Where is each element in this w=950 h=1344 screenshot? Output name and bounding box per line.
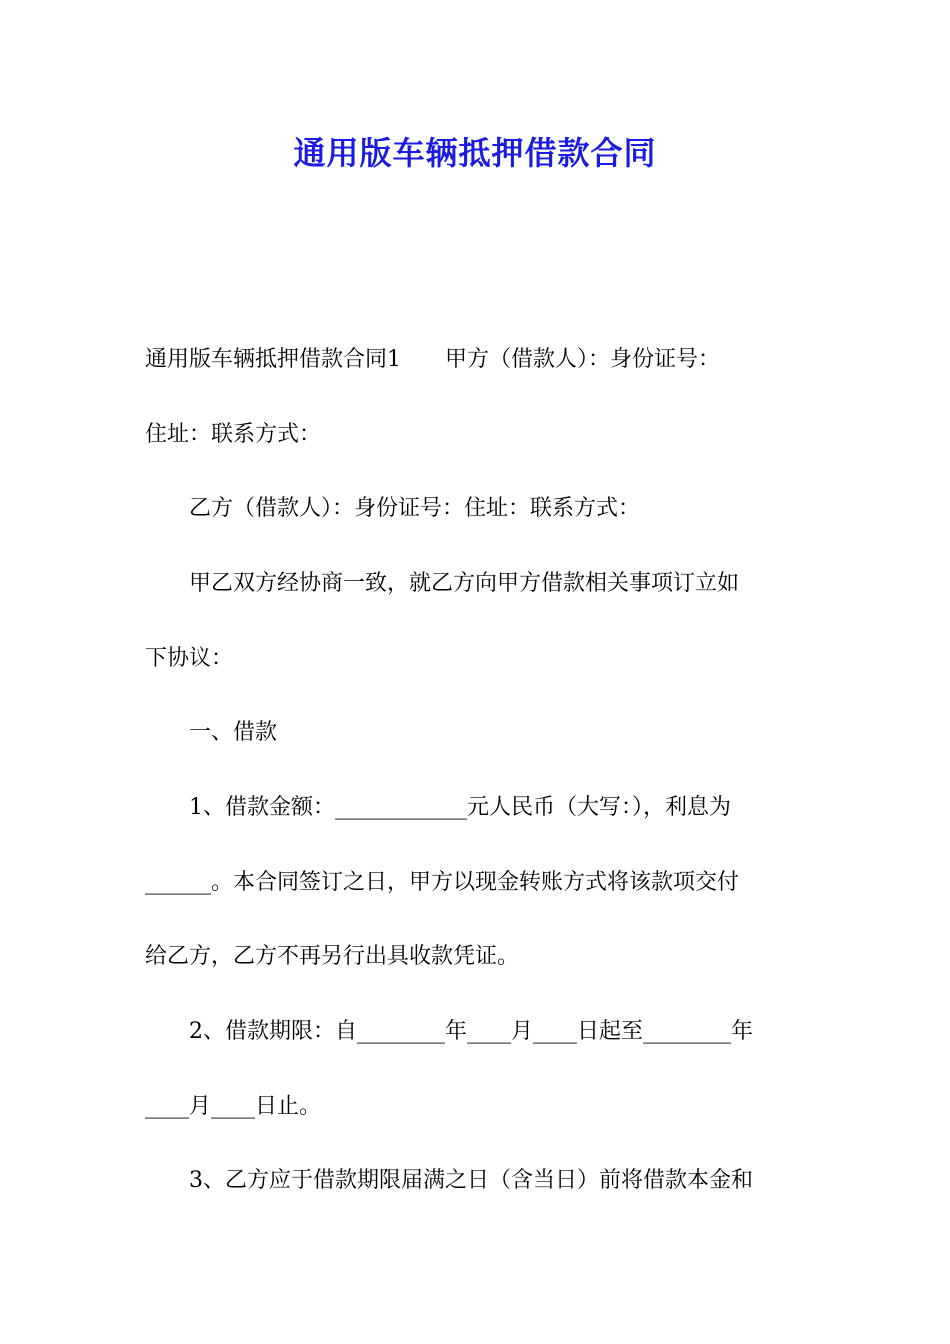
clause-1-amount: 1、借款金额：____________元人民币（大写：），利息为 bbox=[145, 795, 731, 820]
clause-3-repayment: 3、乙方应于借款期限届满之日（含当日）前将借款本金和 bbox=[145, 1168, 753, 1193]
contract-line-preamble-cont: 下协议： bbox=[145, 646, 234, 671]
section-heading-loan: 一、借款 bbox=[145, 720, 278, 745]
contract-line-party-a: 通用版车辆抵押借款合同1 甲方（借款人）：身份证号： bbox=[145, 347, 720, 372]
contract-line-party-b: 乙方（借款人）：身份证号：住址：联系方式： bbox=[145, 496, 641, 521]
clause-2-term: 2、借款期限：自________年____月____日起至________年 bbox=[145, 1019, 753, 1044]
contract-line-party-a-address: 住址：联系方式： bbox=[145, 422, 322, 447]
clause-2-term-cont: ____月____日止。 bbox=[145, 1094, 322, 1119]
clause-1-amount-cont: ______。本合同签订之日，甲方以现金转账方式将该款项交付 bbox=[145, 870, 740, 895]
contract-line-preamble: 甲乙双方经协商一致，就乙方向甲方借款相关事项订立如 bbox=[145, 571, 740, 596]
document-title: 通用版车辆抵押借款合同 bbox=[293, 134, 657, 172]
clause-1-amount-end: 给乙方，乙方不再另行出具收款凭证。 bbox=[145, 944, 520, 969]
